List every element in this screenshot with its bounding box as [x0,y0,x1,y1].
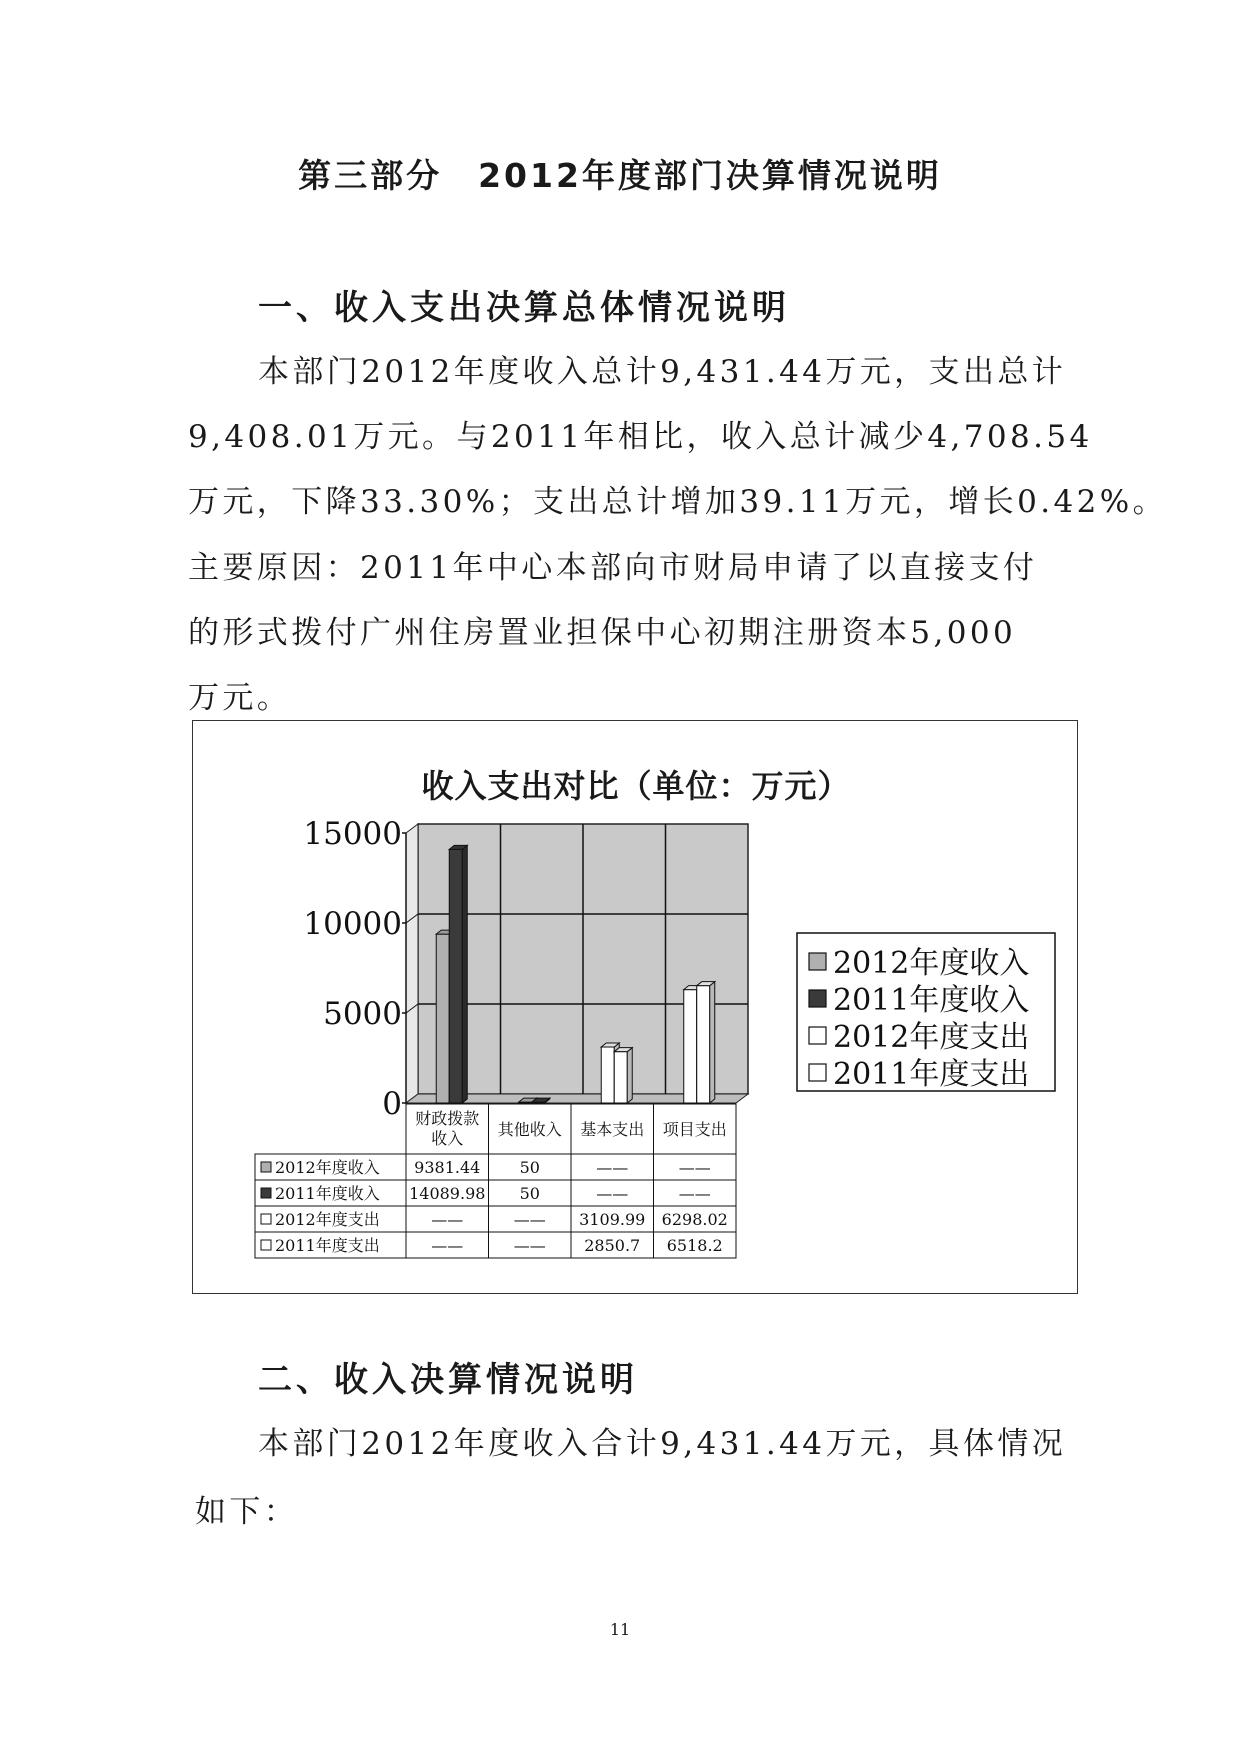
data-label: —— [513,1210,546,1229]
legend-label: 2011年度收入 [833,983,1030,1018]
bar-side [710,982,715,1103]
legend-label: 2011年度支出 [833,1057,1030,1092]
bar-side [627,1048,632,1103]
legend-label: 2012年度支出 [833,1020,1030,1055]
legend-swatch [261,1214,271,1224]
data-label: —— [431,1236,464,1255]
category-label: 其他收入 [497,1120,562,1139]
plot-side-wall [406,824,418,1103]
y-tick-label: 15000 [303,816,402,852]
data-label: 14089.98 [409,1184,486,1203]
category-label: 财政拨款 [415,1109,480,1128]
legend-swatch [261,1188,271,1198]
paragraph-line: 主要原因：2011年中心本部向市财局申请了以直接支付 [188,550,1038,586]
data-label: —— [431,1210,464,1229]
bar-chart [193,721,1076,1291]
data-label: 6518.2 [666,1236,723,1255]
category-label: 项目支出 [662,1120,727,1139]
legend-swatch [809,953,826,970]
data-label: 6298.02 [661,1210,728,1229]
legend-label: 2012年度收入 [833,946,1030,981]
data-label: —— [678,1184,711,1203]
chart-frame [192,720,1078,1294]
page-title: 第三部分 2012年度部门决算情况说明 [298,156,942,195]
table-row-label: 2012年度支出 [275,1210,380,1229]
legend-swatch [261,1240,271,1250]
category-label: 收入 [431,1129,464,1148]
bar-side [462,845,467,1103]
legend-swatch [809,1027,826,1044]
paragraph-line: 本部门2012年度收入合计9,431.44万元，具体情况 [258,1426,1067,1462]
legend-swatch [809,1064,826,1081]
category-label: 基本支出 [580,1120,645,1139]
legend-swatch [809,990,826,1007]
bar [614,1052,627,1103]
data-label: 3109.99 [579,1210,646,1229]
y-tick-label: 10000 [303,906,402,942]
bar [436,934,449,1103]
table-row-label: 2011年度收入 [275,1184,380,1203]
paragraph-line: 万元。 [188,680,292,716]
bar [601,1047,614,1103]
data-label: —— [596,1158,629,1177]
table-row-label: 2011年度支出 [275,1236,380,1255]
data-label: —— [678,1158,711,1177]
data-label: 2850.7 [584,1236,641,1255]
data-label: 9381.44 [414,1158,481,1177]
paragraph-line: 的形式拨付广州住房置业担保中心初期注册资本5,000 [188,615,1017,651]
bar [449,849,462,1103]
y-tick-label: 5000 [323,996,402,1032]
paragraph-line: 万元，下降33.30%；支出总计增加39.11万元，增长0.42%。 [188,484,1168,520]
bar [697,986,710,1103]
paragraph-line: 9,408.01万元。与2011年相比，收入总计减少4,708.54 [188,419,1093,455]
page-number: 11 [609,1620,631,1639]
section-heading-1: 一、收入支出决算总体情况说明 [258,288,790,328]
section-heading-2: 二、收入决算情况说明 [258,1360,638,1400]
chart-title: 收入支出对比（单位：万元） [421,767,851,805]
bar [684,990,697,1103]
y-tick-label: 0 [382,1086,402,1122]
paragraph-line: 如下： [195,1494,299,1530]
legend-swatch [261,1162,271,1172]
table-row-label: 2012年度收入 [275,1158,380,1177]
data-label: 50 [519,1158,540,1177]
data-label: —— [596,1184,629,1203]
data-label: 50 [519,1184,540,1203]
paragraph-line: 本部门2012年度收入总计9,431.44万元，支出总计 [258,354,1067,390]
data-label: —— [513,1236,546,1255]
